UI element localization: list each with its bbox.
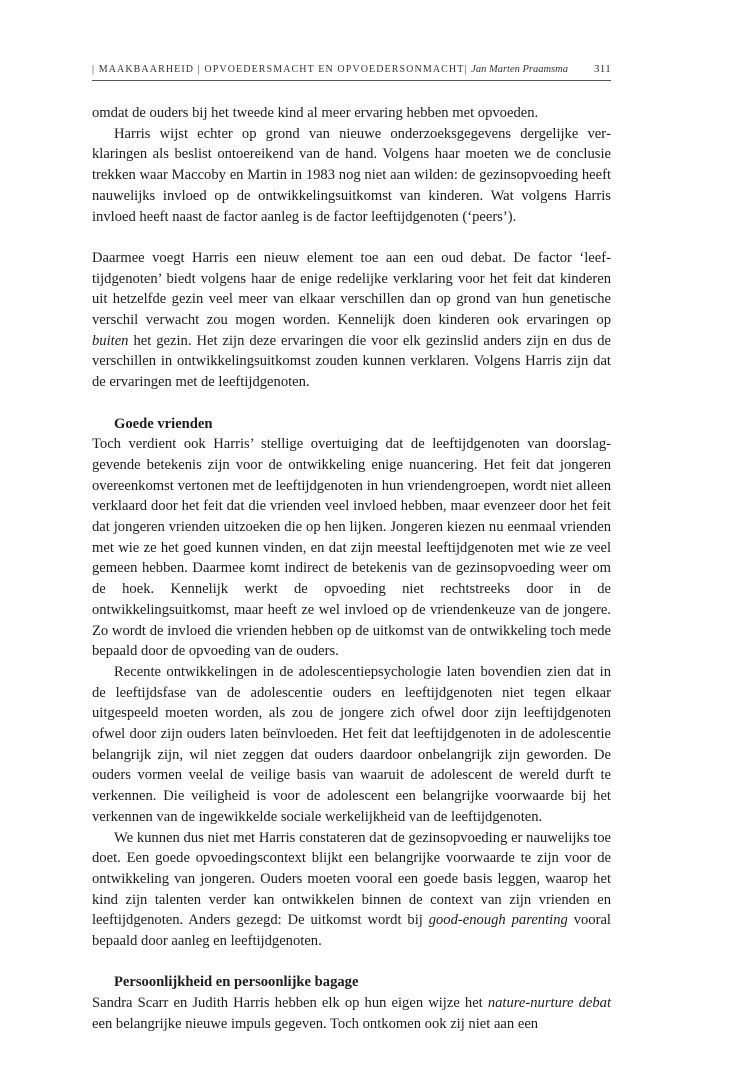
paragraph-7-text-a: Sandra Scarr en Judith Harris hebben elk op hun eigen wijze het xyxy=(92,995,488,1012)
paragraph-4: Toch verdient ook Harris’ stellige overtuiging dat de leeftijdgenoten van doorslaggevende betekenis zijn voor de ontwikkeling enige nuancering. Het feit dat jongeren overeenkomst vertonen met de leeftijdgenoten in hun vriendengroepen, wordt niet alleen verklaard door het feit dat die vrienden veel invloed hebben, maar evenzeer door het feit dat jongeren vrienden uitzoeken die op hen lijken. Jongeren kiezen nu eenmaal vrienden met wie ze het goed kunnen vinden, en dat zijn meestal leeftijdgenoten met wie ze veel gemeen hebben. Daarmee komt indirect de betekenis van de gezinsopvoeding weer om de hoek. Kennelijk werkt de opvoeding niet rechtstreeks door in de ontwikkelingsuitkomst, maar heeft ze wel invloed op de vriendenkeuze van de jongere. Zo wordt de invloed die vrienden hebben op de uitkomst van de ontwikkeling toch mede bepaald door de opvoeding van de ouders. xyxy=(92,436,611,660)
paragraph-5: Recente ontwikkelingen in de adolescentiepsychologie laten bovendien zien dat in de leeftijdsfase van de adolescentie ouders en leeftijdgenoten niet tegen elkaar uitgespeeld moeten worden, als zou de jongere zich ofwel door zijn leeftijdgenoten ofwel door zijn ouders laten beïnvloeden. Het feit dat leeftijdgenoten in de adolescentie belangrijk zijn, wil niet zeggen dat ouders daardoor onbelangrijk zijn geworden. De ouders vormen veelal de veilige basis van waaruit de adolescent de wereld durft te verkennen. Die veiligheid is voor de adolescent een belangrijke voorwaarde bij het verkennen van de ingewikkelde sociale werkelijkheid van de leeftijdgenoten. xyxy=(92,663,611,825)
page-number: 311 xyxy=(594,63,611,75)
running-title xyxy=(92,64,568,75)
paragraph-3-text-a: Daarmee voegt Harris een nieuw element toe aan een oud debat. De factor ‘leeftijdgenoten’ biedt volgens haar de enige redelijke verklaring voor het feit dat kinderen uit hetzelfde gezin veel meer van elkaar verschillen dan op grond van hun genetische verschil verwacht zou mogen worden. Kennelijk doen kinderen ook ervaringen op xyxy=(92,249,611,329)
paragraph-6 xyxy=(92,828,611,952)
running-header xyxy=(92,58,611,81)
paragraph-3-emphasis: buiten xyxy=(92,332,129,349)
paragraph-7-emphasis: nature-nurture debat xyxy=(487,995,612,1012)
paragraph-6-text-a: We kunnen dus niet met Harris constateren dat de gezinsopvoeding er nauwelijks toe doet. Een goede opvoedingscontext blijkt een belangrijke voorwaarde te zijn voor de ontwikkeling van jongeren. Ouders moeten vooral een goede basis leggen, waarop het kind zijn talenten verder kan ontwikkelen binnen de context van zijn vrienden en leeftijdgenoten. Anders gezegd: De uitkomst wordt bij xyxy=(92,829,611,929)
running-title-text: | MAAKBAARHEID | OPVOEDERSMACHT EN OPVOEDERSONMACHT| xyxy=(92,64,468,75)
paragraph-gap xyxy=(92,952,611,973)
paragraph-3-text-b: het gezin. Het zijn deze ervaringen die voor elk gezinslid anders zijn en dus de verschillen in ontwikkelingsuitkomst zouden kunnen verklaren. Volgens Harris zijn dat de ervaringen met de leeftijdgenoten. xyxy=(92,332,611,391)
paragraph-1: omdat de ouders bij het tweede kind al meer ervaring hebben met opvoeden. xyxy=(92,105,539,121)
running-author: Jan Marten Praamsma xyxy=(471,64,568,75)
paragraph-gap xyxy=(92,227,611,248)
paragraph-6-text-b: vooral bepaald door aanleg en leeftijdgenoten. xyxy=(92,912,611,950)
paragraph-gap xyxy=(92,393,611,414)
paragraph-6-emphasis: good-enough parenting xyxy=(428,912,568,929)
paragraph-7 xyxy=(92,993,611,1034)
section-heading-goede-vrienden: Goede vrienden xyxy=(114,415,213,432)
paragraph-3 xyxy=(92,248,611,393)
paragraph-7-text-b: een belangrijke nieuwe impuls gegeven. Toch ontkomen ook zij niet aan een xyxy=(92,1015,539,1032)
section-heading-persoonlijkheid: Persoonlijkheid en persoonlijke bagage xyxy=(114,974,359,991)
paragraph-2: Harris wijst echter op grond van nieuwe onderzoeksgegevens dergelijke verklaringen als beslist ontoereikend van de hand. Volgens haar moeten we de conclusie trekken waar Maccoby en Martin in 1983 nog niet aan wilden: de gezinsopvoeding heeft nauwelijks invloed op de ontwikkelingsuitkomst van kinderen. Wat volgens Harris invloed heeft naast de factor aanleg is de factor leeftijdgenoten (‘peers’). xyxy=(92,125,611,225)
body-text xyxy=(92,103,611,1035)
